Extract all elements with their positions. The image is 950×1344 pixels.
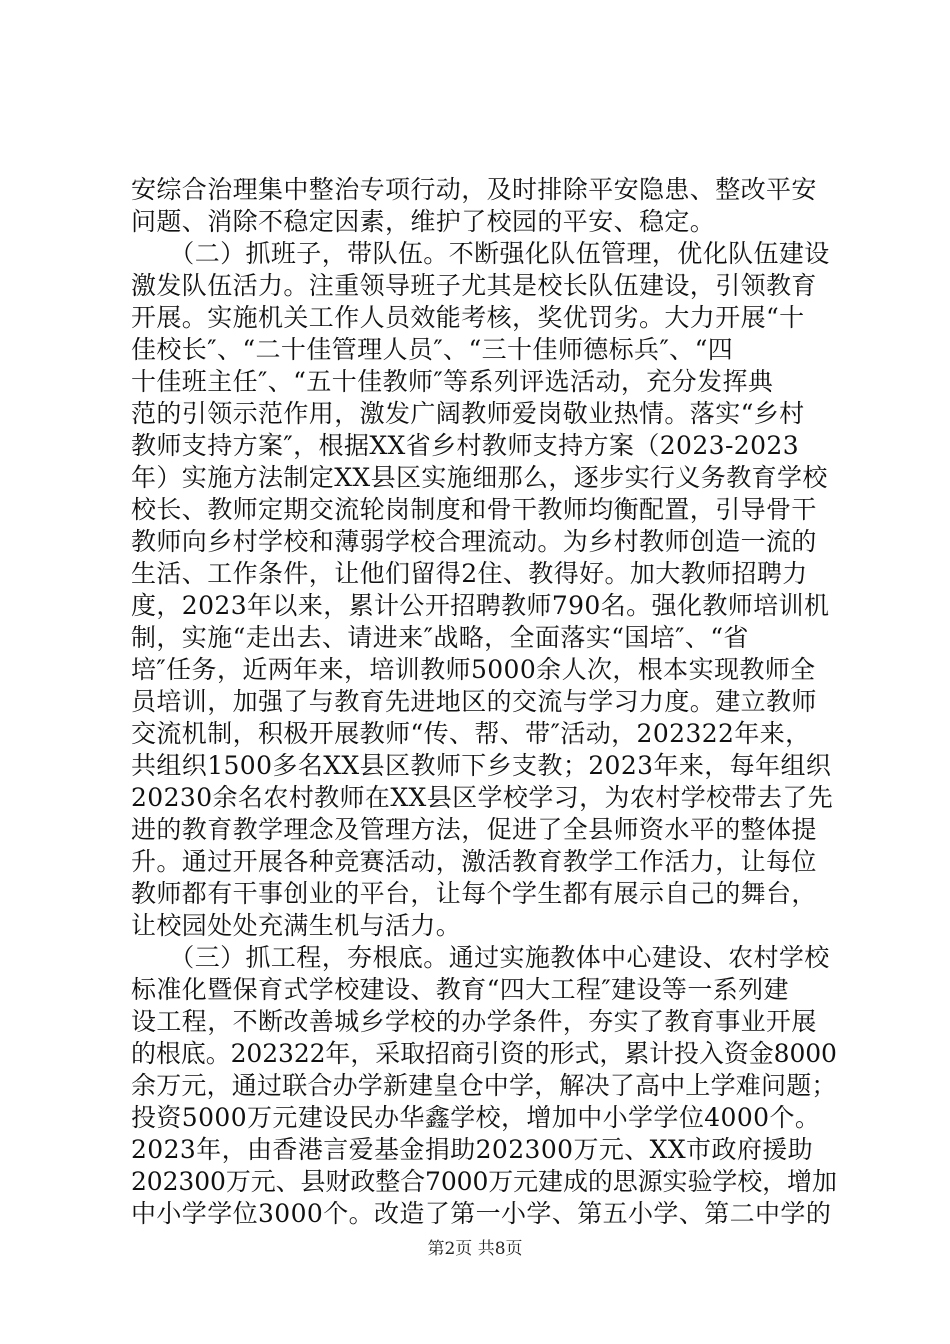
body-text-line: 教师支持方案″，根据XX省乡村教师支持方案（2023-2023: [131, 431, 800, 460]
body-text-line: 进的教育教学理念及管理方法，促进了全县师资水平的整体提: [131, 815, 817, 844]
body-text-line: 问题、消除不稳定因素，维护了校园的平安、稳定。: [131, 207, 716, 236]
body-text-line: 范的引领示范作用，激发广阔教师爱岗敬业热情。落实“乡村: [131, 399, 805, 428]
body-text-line: 中小学学位3000个。改造了第一小学、第五小学、第二中学的: [131, 1199, 832, 1228]
body-text-line: （二）抓班子，带队伍。不断强化队伍管理，优化队伍建设: [131, 239, 830, 268]
body-text-line: 制，实施“走出去、请进来″战略，全面落实“国培″、“省: [131, 623, 749, 652]
body-text-line: 生活、工作条件，让他们留得2住、教得好。加大教师招聘力: [131, 559, 808, 588]
body-text-line: 十佳班主任″、“五十佳教师″等系列评选活动，充分发挥典: [131, 367, 774, 396]
body-text-line: 投资5000万元建设民办华鑫学校，增加中小学学位4000个。: [131, 1103, 821, 1132]
body-text-line: 佳校长″、“二十佳管理人员″、“三十佳师德标兵″、“四: [131, 335, 734, 364]
body-text-line: 的根底。202322年，采取招商引资的形式，累计投入资金8000: [131, 1039, 837, 1068]
body-text-line: 让校园处处充满生机与活力。: [131, 911, 462, 940]
body-text-line: 共组织1500多名XX县区教师下乡支教；2023年来，每年组织: [131, 751, 832, 780]
body-text-line: 余万元，通过联合办学新建皇仓中学，解决了高中上学难问题；: [131, 1071, 837, 1100]
body-text-line: （三）抓工程，夯根底。通过实施教体中心建设、农村学校: [131, 943, 830, 972]
body-text-line: 教师都有干事创业的平台，让每个学生都有展示自己的舞台，: [131, 879, 817, 908]
body-text-line: 培″任务，近两年来，培训教师5000余人次，根本实现教师全: [131, 655, 816, 684]
body-text-line: 202300万元、县财政整合7000万元建成的思源实验学校，增加: [131, 1167, 837, 1196]
body-text-line: 教师向乡村学校和薄弱学校合理流动。为乡村教师创造一流的: [131, 527, 817, 556]
body-text-line: 年）实施方法制定XX县区实施细那么，逐步实行义务教育学校: [131, 463, 828, 492]
body-text-line: 安综合治理集中整治专项行动，及时排除平安隐患、整改平安: [131, 175, 817, 204]
body-text-line: 员培训，加强了与教育先进地区的交流与学习力度。建立教师: [131, 687, 817, 716]
body-text-line: 设工程，不断改善城乡学校的办学条件，夯实了教育事业开展: [131, 1007, 817, 1036]
body-text-line: 升。通过开展各种竞赛活动，激活教育教学工作活力，让每位: [131, 847, 817, 876]
body-text-line: 开展。实施机关工作人员效能考核，奖优罚劣。大力开展“十: [131, 303, 805, 332]
body-text-line: 20230余名农村教师在XX县区学校学习，为农村学校带去了先: [131, 783, 834, 812]
page-footer: 第2页 共8页: [427, 1239, 523, 1259]
body-text-line: 标准化暨保育式学校建设、教育“四大工程″建设等一系列建: [131, 975, 789, 1004]
body-text-line: 2023年，由香港言爱基金捐助202300万元、XX市政府援助: [131, 1135, 814, 1164]
body-text-line: 度，2023年以来，累计公开招聘教师790名。强化教师培训机: [131, 591, 830, 620]
body-text-line: 激发队伍活力。注重领导班子尤其是校长队伍建设，引领教育: [131, 271, 817, 300]
body-text-line: 交流机制，积极开展教师“传、帮、带″活动，202322年来，: [131, 719, 811, 748]
body-text-line: 校长、教师定期交流轮岗制度和骨干教师均衡配置，引导骨干: [131, 495, 817, 524]
